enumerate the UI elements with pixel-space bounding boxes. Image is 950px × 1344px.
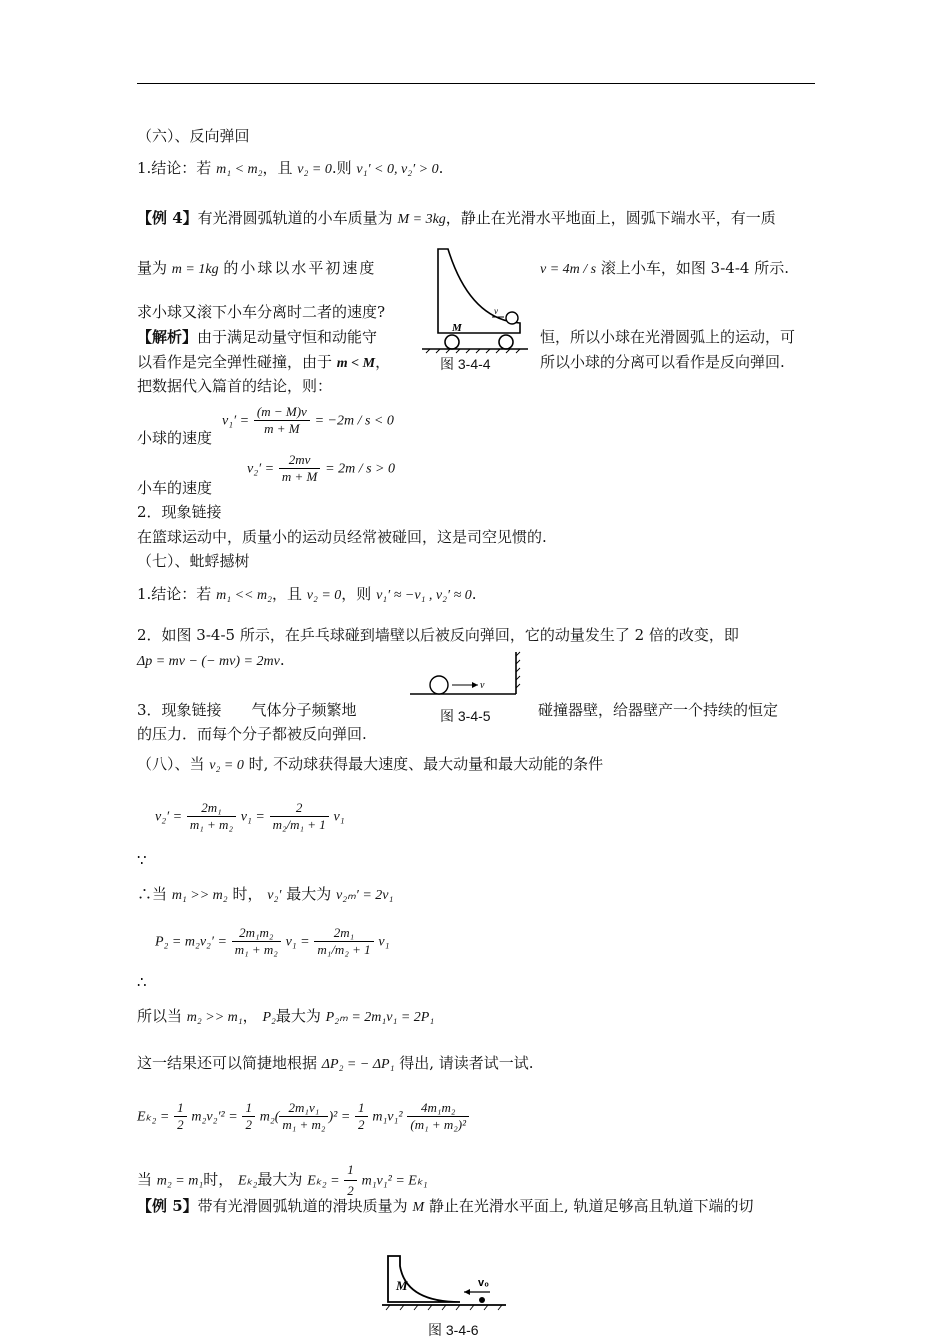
solution-line-2b: 所以小球的分离可以看作是反向弹回. [540, 353, 785, 371]
p2-max-condition: 所以当 m₂ >> m₁， P₂最大为 P₂ₘ = 2m₁v₁ = 2P₁ [137, 1007, 435, 1025]
therefore-symbol: ∴ [137, 973, 147, 991]
figure-3-4-4 [420, 245, 530, 355]
section-7-conclusion: 1.结论：若 m₁ << m₂，且 v₂ = 0，则 v₁′ ≈ −v₁ , v₂′ ≈ 0. [137, 585, 477, 603]
section-7-point-3a: 3．现象链接 气体分子频繁地 [137, 701, 357, 719]
section-7-point-3c: 的压力．而每个分子都被反向弹回. [137, 725, 367, 743]
fig-344-mass-label: M [452, 322, 462, 334]
section-6-point-2-text: 在篮球运动中，质量小的运动员经常被碰回，这是司空见惯的. [137, 528, 547, 546]
figure-3-4-4-caption: 图 3-4-4 [440, 356, 491, 372]
fig-345-velocity-label: v [480, 680, 485, 691]
figure-3-4-6 [380, 1252, 510, 1312]
ek2-equation: Eₖ₂ = $\frac{1}{2}$ m₂v₂′² = $\frac{1}{2}$ m₂( $\frac{\text{2m₁v₁}}{\text{m₁ + m₂}}$ )² = $\frac{1}{2}$ m₁v₁² $\frac{\text{4m₁m₂}}{\text{(m₁ + m₂)²}}$ [137, 1100, 469, 1133]
example-4-line-2a: 量为 m = 1kg 的小球以水平初速度 [137, 259, 377, 277]
fig-346-mass-label: M [396, 1278, 408, 1293]
because-symbol: ∵ [137, 851, 147, 869]
example-5-line-1: 【例 5】带有光滑圆弧轨道的滑块质量为 M 静止在光滑水平面上, 轨道足够高且轨道下端的切 [137, 1197, 754, 1215]
fig-346-velocity-label: v₀ [478, 1277, 490, 1289]
fig-344-velocity-label: v [494, 306, 498, 316]
car-velocity-label: 小车的速度 [137, 479, 213, 497]
ek2-max-condition: 当 m₂ = m₁时， Eₖ₂最大为 Eₖ₂ = $\frac{1}{2}$ m₁v₁² = Eₖ₁ [137, 1162, 428, 1198]
section-6-conclusion: 1.结论：若 m₁ < m₂，且 v₂ = 0.则 v₁′ < 0, v₂′ > 0. [137, 159, 444, 177]
solution-line-1: 【解析】由于满足动量守恒和动能守 [137, 328, 378, 346]
p2-equation: P₂ = m₂v₂′ = $\frac{\text{2m₁m₂}}{\text{m₁ + m₂}}$ v₁ = $\frac{\text{2m₁}}{\text{m₁/m₂ + 1}}$ v₁ [155, 925, 390, 957]
header-rule [137, 83, 815, 84]
ball-wall-diagram [408, 650, 523, 700]
cart-with-arc-diagram [420, 245, 530, 355]
section-6-point-2: 2．现象链接 [137, 503, 222, 521]
v2-equation: v₂′ = $\frac{\text{2m₁}}{\text{m₁ + m₂}}$ v₁ = $\frac{2}{\text{m₂/m₁ + 1}}$ v₁ [155, 800, 345, 832]
section-7-point-2-eq: Δp = mv − (− mv) = 2mv. [137, 651, 285, 669]
section-7-point-3b: 碰撞器壁，给器壁产一个持续的恒定 [538, 701, 779, 719]
section-7-title: （七）、蚍蜉撼树 [137, 552, 250, 570]
section-7-point-2: 2．如图 3-4-5 所示，在乒乓球碰到墙壁以后被反向弹回，它的动量发生了 2 倍的改变，即 [137, 626, 739, 644]
example-4-line-1: 【例 4】有光滑圆弧轨道的小车质量为 M = 3kg，静止在光滑水平地面上，圆弧下端水平，有一质 [137, 209, 776, 227]
simple-derivation: 这一结果还可以简捷地根据 ΔP₂ = − ΔP₁ 得出, 请读者试一试. [137, 1054, 534, 1072]
v2-max-condition: ∴当 m₁ >> m₂ 时， v₂′ 最大为 v₂ₘ′ = 2v₁ [137, 885, 394, 903]
block-with-arc-diagram [380, 1252, 510, 1312]
ball-velocity-label: 小球的速度 [137, 429, 213, 447]
figure-3-4-5-caption: 图 3-4-5 [440, 708, 491, 724]
example-4-line-2b: v = 4m / s 滚上小车，如图 3-4-4 所示. [540, 259, 789, 277]
solution-line-3: 把数据代入篇首的结论，则： [137, 377, 333, 395]
figure-3-4-6-caption: 图 3-4-6 [428, 1322, 479, 1338]
example-4-question: 求小球又滚下小车分离时二者的速度? [137, 303, 386, 321]
solution-line-1b: 恒，所以小球在光滑圆弧上的运动，可 [540, 328, 796, 346]
car-velocity-equation: v₂′ = $\frac{2mv}{m + M}$ = 2m / s > 0 [247, 452, 395, 484]
section-6-title: （六）、反向弹回 [137, 127, 250, 145]
section-8-title: （八）、当 v₂ = 0 时, 不动球获得最大速度、最大动量和最大动能的条件 [137, 755, 604, 773]
solution-line-2: 以看作是完全弹性碰撞，由于 m < M， [137, 353, 391, 371]
figure-3-4-5 [408, 650, 523, 700]
ball-velocity-equation: v₁′ = $\frac{(m - M)v}{m + M}$ = −2m / s < 0 [222, 404, 394, 436]
